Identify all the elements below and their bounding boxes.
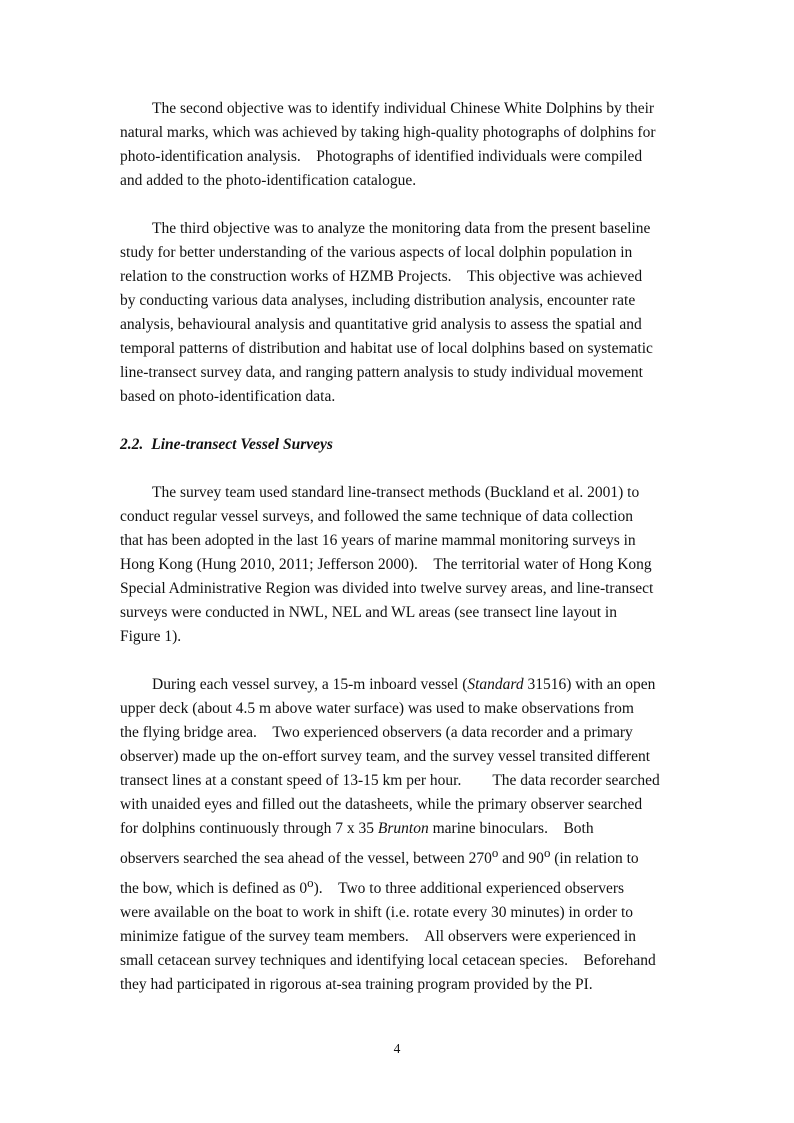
text-line xyxy=(120,673,680,697)
text-run: marine binoculars. Both xyxy=(428,820,594,837)
text-line: upper deck (about 4.5 m above water surface) was used to make observations from xyxy=(120,700,634,717)
text-line: minimize fatigue of the survey team members. All observers were experienced in xyxy=(120,928,637,946)
text-line: by conducting various data analyses, including distribution analysis, encounter rate xyxy=(120,292,636,309)
text-run: for dolphins continuously through 7 x 35 xyxy=(120,820,378,837)
text-run: (in relation to xyxy=(550,850,639,868)
text-line: based on photo-identification data. xyxy=(120,388,336,405)
text-run: the bow, which is defined as 0 xyxy=(120,880,308,898)
text-line: The survey team used standard line-transect methods (Buckland et al. 2001) to xyxy=(152,484,640,501)
vessel-name: Standard xyxy=(467,676,524,693)
paragraph-second-objective xyxy=(120,97,680,193)
degree-symbol: o xyxy=(307,875,314,891)
text-line: and added to the photo-identification catalogue. xyxy=(120,172,417,189)
text-line: Special Administrative Region was divided into twelve survey areas, and line-transect xyxy=(120,580,654,597)
text-run: ). Two to three additional experienced observers xyxy=(313,880,625,898)
section-title: Line-transect Vessel Surveys xyxy=(151,436,333,453)
text-line: The second objective was to identify individual Chinese White Dolphins by their xyxy=(152,100,655,117)
paragraph-third-objective xyxy=(120,217,680,409)
degree-symbol: o xyxy=(491,845,499,860)
text-line: the flying bridge area. Two experienced observers (a data recorder and a primary xyxy=(120,724,633,741)
text-line: surveys were conducted in NWL, NEL and WL areas (see transect line layout in xyxy=(120,604,617,621)
text-line: temporal patterns of distribution and habitat use of local dolphins based on systematic xyxy=(120,340,653,357)
text-line: line-transect survey data, and ranging pattern analysis to study individual movement xyxy=(120,364,643,381)
text-run: 31516) with an open xyxy=(523,676,656,693)
text-line: photo-identification analysis. Photographs of identified individuals were compiled xyxy=(120,148,643,165)
text-line xyxy=(120,817,680,841)
text-run: observers searched the sea ahead of the vessel, between 270 xyxy=(120,850,492,868)
text-run: During each vessel survey, a 15-m inboard vessel ( xyxy=(152,676,468,693)
page-number: 4 xyxy=(393,1041,401,1056)
degree-symbol: o xyxy=(543,845,551,860)
text-line xyxy=(120,841,680,871)
text-line: were available on the boat to work in shift (i.e. rotate every 30 minutes) in order to xyxy=(120,904,634,922)
text-line: study for better understanding of the various aspects of local dolphin population in xyxy=(120,244,633,261)
text-line: with unaided eyes and filled out the datasheets, while the primary observer searched xyxy=(120,796,643,813)
section-number: 2.2. xyxy=(120,436,144,453)
text-line: analysis, behavioural analysis and quantitative grid analysis to assess the spatial and xyxy=(120,316,642,333)
text-line: conduct regular vessel surveys, and followed the same technique of data collection xyxy=(120,508,634,525)
text-line: they had participated in rigorous at-sea training program provided by the PI. xyxy=(120,976,593,994)
text-run: and 90 xyxy=(498,850,544,868)
text-line: Hong Kong (Hung 2010, 2011; Jefferson 2000). The territorial water of Hong Kong xyxy=(120,556,652,573)
text-line: relation to the construction works of HZMB Projects. This objective was achieved xyxy=(120,268,643,285)
section-heading xyxy=(120,433,333,457)
paragraph-survey-methods xyxy=(120,481,680,649)
text-line: Figure 1). xyxy=(120,628,182,645)
text-line xyxy=(120,871,680,901)
text-line: natural marks, which was achieved by taking high-quality photographs of dolphins for xyxy=(120,124,656,141)
text-line: The third objective was to analyze the monitoring data from the present baseline xyxy=(152,220,651,237)
paragraph-vessel-survey xyxy=(120,673,680,997)
binocular-brand: Brunton xyxy=(377,820,429,837)
text-line: small cetacean survey techniques and identifying local cetacean species. Beforehand xyxy=(120,952,656,970)
text-line: observer) made up the on-effort survey team, and the survey vessel transited different xyxy=(120,748,651,765)
text-line: that has been adopted in the last 16 years of marine mammal monitoring surveys in xyxy=(120,532,636,549)
text-line: transect lines at a constant speed of 13-15 km per hour. The data recorder searched xyxy=(120,772,660,789)
